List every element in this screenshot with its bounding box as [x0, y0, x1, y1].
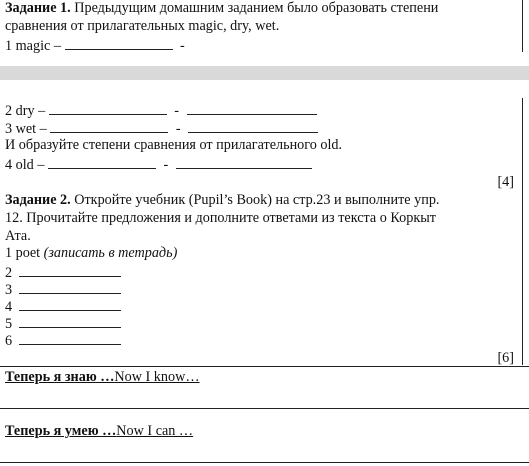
item3-blank-1[interactable] — [50, 119, 168, 133]
task2-blank[interactable] — [19, 314, 121, 328]
can-label: Теперь я умею … — [5, 423, 117, 439]
item2-blank-1[interactable] — [49, 101, 167, 115]
task1-item4 — [5, 155, 312, 173]
task2-blank[interactable] — [19, 297, 121, 311]
task2-number: 4 — [5, 299, 13, 315]
know-text: Now I know… — [114, 369, 200, 385]
task2-number: 6 — [5, 333, 13, 349]
task1-item1 — [5, 36, 189, 54]
task2-item-2 — [5, 263, 121, 281]
item4-label: 4 old – — [5, 157, 45, 173]
task2-line2: 12. Прочитайте предложения и дополните ответами из текста о Коркыт — [5, 210, 436, 226]
task2-mark: [6] — [497, 350, 514, 366]
row-divider — [0, 366, 529, 367]
item4-separator: - — [163, 157, 169, 173]
task1-title: Задание 1. — [5, 0, 71, 16]
task1-line2: сравнения от прилагательных magic, dry, wet. — [5, 18, 280, 34]
know-row — [5, 369, 200, 385]
task2-number: 5 — [5, 316, 13, 332]
item1-label: 1 magic – — [5, 38, 61, 54]
row-divider — [0, 462, 529, 463]
task2-number: 2 — [5, 265, 13, 281]
task1-text-1: Предыдущим домашним заданием было образовать степени — [74, 0, 439, 16]
task2-item-6 — [5, 331, 121, 349]
task2-number: 3 — [5, 282, 13, 298]
item1-blank-1[interactable] — [65, 36, 173, 50]
item2-blank-2[interactable] — [187, 101, 317, 115]
item3-blank-2[interactable] — [188, 119, 318, 133]
item4-blank-2[interactable] — [176, 155, 312, 169]
task2-text-1: Откройте учебник (Pupil’s Book) на стр.23 и выполните упр. — [74, 192, 440, 208]
task2-section — [0, 98, 523, 365]
task1-item3 — [5, 119, 318, 137]
know-label: Теперь я знаю … — [5, 369, 115, 385]
task2-line3: Ата. — [5, 228, 31, 244]
task1-line1 — [5, 0, 438, 16]
task1-section — [0, 0, 523, 52]
page-break-band — [0, 66, 529, 80]
task2-item1 — [5, 245, 177, 261]
item3-separator: - — [175, 121, 181, 137]
can-row — [5, 423, 193, 439]
task2-item-5 — [5, 314, 121, 332]
item1-separator: - — [180, 38, 185, 54]
item2-separator: - — [174, 103, 180, 119]
task2-item-3 — [5, 280, 121, 298]
task2-item-4 — [5, 297, 121, 315]
old-instruction: И образуйте степени сравнения от прилагательного old. — [5, 137, 343, 153]
can-text: Now I can … — [116, 423, 194, 439]
task1-mark: [4] — [497, 174, 514, 190]
task2-line1 — [5, 192, 439, 208]
task2-item1-word: 1 poet — [5, 245, 41, 261]
task2-blank[interactable] — [19, 280, 121, 294]
row-divider — [0, 408, 529, 409]
task2-item1-note: (записать в тетрадь) — [43, 245, 178, 261]
item3-label: 3 wet – — [5, 121, 47, 137]
task2-blank[interactable] — [19, 263, 121, 277]
item2-label: 2 dry – — [5, 103, 46, 119]
task2-title: Задание 2. — [5, 192, 71, 208]
item4-blank-1[interactable] — [48, 155, 156, 169]
task2-blank[interactable] — [19, 331, 121, 345]
task1-item2 — [5, 101, 317, 119]
